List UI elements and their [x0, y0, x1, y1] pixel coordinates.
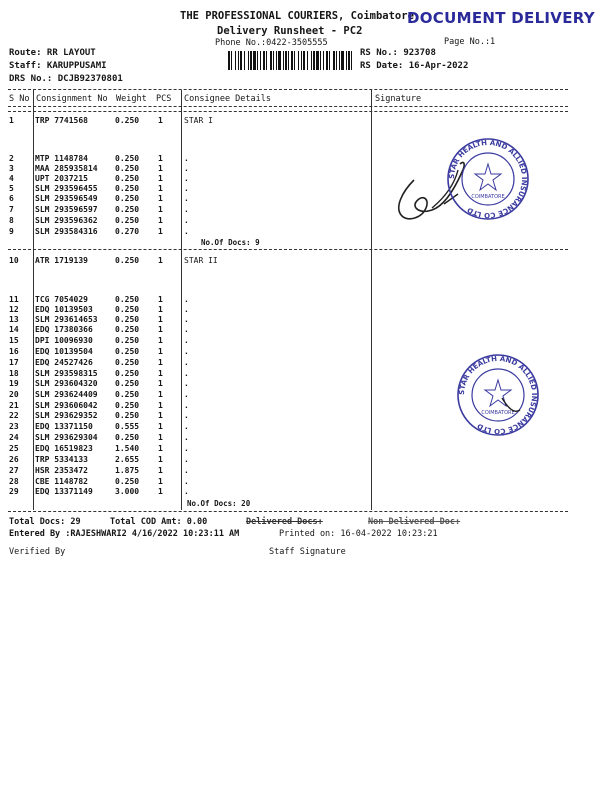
row-pcs: 1: [158, 379, 163, 388]
row-weight: 0.250: [115, 369, 140, 378]
row-detail: .: [184, 411, 189, 420]
row-sno: 17: [9, 358, 19, 367]
row-sno: 29: [9, 487, 19, 496]
table-top-rule: [8, 89, 568, 90]
table-row: [0, 487, 600, 497]
header-bottom-rule: [8, 106, 568, 107]
row-pcs: 1: [158, 390, 163, 399]
company-seal-upper: [440, 136, 536, 222]
row-weight: 0.250: [115, 216, 140, 225]
row-weight: 1.540: [115, 444, 140, 453]
row-consignment: HSR 2353472: [35, 466, 88, 475]
row-consignment: ATR 1719139: [35, 256, 88, 265]
row-detail: .: [184, 401, 189, 410]
rs-date: RS Date: 16-Apr-2022: [360, 61, 469, 71]
drs-number: DRS No.: DCJB92370801: [9, 74, 123, 84]
row-sno: 27: [9, 466, 19, 475]
row-detail: .: [184, 184, 189, 193]
row-sno: 11: [9, 295, 19, 304]
row-detail: .: [184, 325, 189, 334]
row-sno: 24: [9, 433, 19, 442]
table-row: [0, 325, 600, 335]
row-detail: .: [184, 154, 189, 163]
row-detail: .: [184, 369, 189, 378]
row-consignment: SLM 293624409: [35, 390, 98, 399]
row-weight: 0.250: [115, 295, 140, 304]
group-separator-rule: [8, 249, 568, 250]
row-consignment: EDQ 10139503: [35, 305, 93, 314]
row-weight: 0.250: [115, 390, 140, 399]
row-consignment: SLM 293614653: [35, 315, 98, 324]
row-consignment: SLM 293584316: [35, 227, 98, 236]
route-label: Route: RR LAYOUT: [9, 48, 96, 58]
barcode: [228, 51, 354, 70]
row-consignment: SLM 293596597: [35, 205, 98, 214]
table-row: [0, 315, 600, 325]
table-bottom-rule: [8, 511, 568, 512]
row-sno: 13: [9, 315, 19, 324]
row-pcs: 1: [158, 487, 163, 496]
row-pcs: 1: [158, 295, 163, 304]
row-sno: 23: [9, 422, 19, 431]
row-pcs: 1: [158, 401, 163, 410]
row-weight: 0.250: [115, 205, 140, 214]
row-weight: 0.250: [115, 401, 140, 410]
row-weight: 0.250: [115, 358, 140, 367]
row-pcs: 1: [158, 174, 163, 183]
row-detail: .: [184, 358, 189, 367]
row-sno: 5: [9, 184, 14, 193]
row-detail: .: [184, 390, 189, 399]
consignee-name: STAR I: [184, 116, 213, 125]
row-sno: 14: [9, 325, 19, 334]
printed-on: Printed on: 16-04-2022 10:23:21: [279, 529, 438, 539]
row-detail: .: [184, 295, 189, 304]
row-detail: .: [184, 347, 189, 356]
row-consignment: EDQ 10139504: [35, 347, 93, 356]
row-detail: .: [184, 487, 189, 496]
row-detail: .: [184, 227, 189, 236]
row-sno: 3: [9, 164, 14, 173]
row-sno: 7: [9, 205, 14, 214]
column-header-consignee: Consignee Details: [184, 94, 271, 104]
row-sno: 2: [9, 154, 14, 163]
svg-text:STAR HEALTH AND ALLIED INSURAN: STAR HEALTH AND ALLIED INSURANCE CO LTD: [457, 354, 539, 436]
column-header-consignment: Consignment No: [36, 94, 108, 104]
row-weight: 0.250: [115, 379, 140, 388]
svg-text:COIMBATORE: COIMBATORE: [471, 194, 505, 200]
row-pcs: 1: [158, 184, 163, 193]
row-sno: 12: [9, 305, 19, 314]
row-pcs: 1: [158, 305, 163, 314]
row-sno: 26: [9, 455, 19, 464]
row-weight: 0.250: [115, 347, 140, 356]
row-weight: 0.250: [115, 154, 140, 163]
row-sno: 4: [9, 174, 14, 183]
row-pcs: 1: [158, 455, 163, 464]
staff-label: Staff: KARUPPUSAMI: [9, 61, 107, 71]
row-detail: .: [184, 477, 189, 486]
total-docs: Total Docs: 29: [9, 517, 81, 527]
row-consignment: EDQ 16519823: [35, 444, 93, 453]
row-sno: 19: [9, 379, 19, 388]
row-pcs: 1: [158, 444, 163, 453]
row-weight: 0.250: [115, 411, 140, 420]
row-consignment: CBE 1148782: [35, 477, 88, 486]
table-row: [0, 444, 600, 454]
row-weight: 0.250: [115, 174, 140, 183]
row-weight: 0.250: [115, 164, 140, 173]
row-sno: 10: [9, 256, 19, 265]
row-pcs: 1: [158, 433, 163, 442]
row-detail: .: [184, 216, 189, 225]
row-pcs: 1: [158, 466, 163, 475]
row-detail: .: [184, 194, 189, 203]
row-consignment: DPI 10096930: [35, 336, 93, 345]
entered-by: Entered By :RAJESHWARI2 4/16/2022 10:23:11 AM: [9, 529, 240, 539]
row-weight: 0.270: [115, 227, 140, 236]
row-weight: 0.250: [115, 256, 140, 265]
row-detail: .: [184, 305, 189, 314]
row-consignment: MTP 1148784: [35, 154, 88, 163]
runsheet-title: Delivery Runsheet - PC2: [217, 25, 363, 37]
row-pcs: 1: [158, 358, 163, 367]
row-consignment: SLM 293596362: [35, 216, 98, 225]
row-sno: 1: [9, 116, 14, 125]
row-pcs: 1: [158, 164, 163, 173]
header-double-rule: [8, 111, 568, 112]
row-consignment: MAA 285935814: [35, 164, 98, 173]
table-row: [0, 116, 600, 126]
row-detail: .: [184, 455, 189, 464]
row-weight: 0.250: [115, 325, 140, 334]
row-consignment: EDQ 17380366: [35, 325, 93, 334]
row-consignment: EDQ 24527426: [35, 358, 93, 367]
row-pcs: 1: [158, 347, 163, 356]
row-detail: .: [184, 466, 189, 475]
row-sno: 25: [9, 444, 19, 453]
svg-text:COIMBATORE: COIMBATORE: [481, 410, 515, 416]
row-detail: .: [184, 164, 189, 173]
verified-by: Verified By: [9, 547, 66, 557]
row-sno: 8: [9, 216, 14, 225]
column-header-weight: Weight: [116, 94, 147, 104]
row-consignment: TRP 5334133: [35, 455, 88, 464]
row-weight: 0.250: [115, 116, 140, 125]
row-sno: 22: [9, 411, 19, 420]
row-pcs: 1: [158, 216, 163, 225]
row-consignment: EDQ 13371150: [35, 422, 93, 431]
row-weight: 0.250: [115, 305, 140, 314]
row-sno: 28: [9, 477, 19, 486]
row-detail: .: [184, 444, 189, 453]
row-sno: 18: [9, 369, 19, 378]
row-consignment: SLM 293604320: [35, 379, 98, 388]
row-weight: 0.250: [115, 315, 140, 324]
row-pcs: 1: [158, 116, 163, 125]
group-doc-count: No.Of Docs: 9: [201, 238, 260, 247]
row-sno: 21: [9, 401, 19, 410]
table-row: [0, 466, 600, 476]
delivered-docs: Delivered Docs:: [246, 517, 323, 527]
column-header-sno: S No: [9, 94, 30, 104]
column-header-signature: Signature: [375, 94, 422, 104]
table-row: [0, 256, 600, 266]
rs-number: RS No.: 923708: [360, 48, 436, 58]
row-weight: 0.555: [115, 422, 140, 431]
non-delivered-docs: Non Delivered Doc:: [368, 517, 461, 527]
row-consignment: SLM 293598315: [35, 369, 98, 378]
column-header-pcs: PCS: [156, 94, 172, 104]
row-consignment: SLM 293606042: [35, 401, 98, 410]
row-weight: 0.250: [115, 184, 140, 193]
company-name: THE PROFESSIONAL COURIERS, Coimbatore: [180, 10, 414, 22]
row-weight: 1.875: [115, 466, 140, 475]
row-consignment: UPT 2037215: [35, 174, 88, 183]
row-weight: 0.250: [115, 477, 140, 486]
row-pcs: 1: [158, 369, 163, 378]
row-consignment: TRP 7741568: [35, 116, 88, 125]
row-weight: 0.250: [115, 433, 140, 442]
consignee-name: STAR II: [184, 256, 218, 265]
table-row: [0, 477, 600, 487]
row-pcs: 1: [158, 256, 163, 265]
row-consignment: SLM 293629304: [35, 433, 98, 442]
row-weight: 0.250: [115, 194, 140, 203]
row-consignment: TCG 7054029: [35, 295, 88, 304]
row-pcs: 1: [158, 194, 163, 203]
group-doc-count: No.Of Docs: 20: [187, 499, 251, 508]
row-detail: .: [184, 379, 189, 388]
table-row: [0, 336, 600, 346]
row-detail: .: [184, 315, 189, 324]
row-detail: .: [184, 433, 189, 442]
page-number: Page No.:1: [444, 37, 496, 47]
total-cod-amount: Total COD Amt: 0.00: [110, 517, 208, 527]
row-pcs: 1: [158, 477, 163, 486]
document-delivery-stamp: DOCUMENT DELIVERY: [407, 9, 595, 27]
row-weight: 3.000: [115, 487, 140, 496]
row-consignment: EDQ 13371149: [35, 487, 93, 496]
row-pcs: 1: [158, 325, 163, 334]
phone-number: Phone No.:0422-3505555: [215, 38, 328, 48]
row-sno: 6: [9, 194, 14, 203]
row-pcs: 1: [158, 422, 163, 431]
row-detail: .: [184, 336, 189, 345]
row-weight: 2.655: [115, 455, 140, 464]
row-weight: 0.250: [115, 336, 140, 345]
table-row: [0, 295, 600, 305]
company-seal-lower: [450, 352, 546, 438]
row-pcs: 1: [158, 411, 163, 420]
row-pcs: 1: [158, 205, 163, 214]
svg-text:STAR HEALTH AND ALLIED INSURAN: STAR HEALTH AND ALLIED INSURANCE CO LTD: [447, 138, 529, 220]
row-detail: .: [184, 422, 189, 431]
table-row: [0, 455, 600, 465]
row-sno: 20: [9, 390, 19, 399]
row-detail: .: [184, 174, 189, 183]
staff-signature-label: Staff Signature: [269, 547, 346, 557]
table-row: [0, 305, 600, 315]
table-row: [0, 227, 600, 237]
row-pcs: 1: [158, 315, 163, 324]
row-pcs: 1: [158, 154, 163, 163]
row-pcs: 1: [158, 336, 163, 345]
row-consignment: SLM 293596549: [35, 194, 98, 203]
row-consignment: SLM 293629352: [35, 411, 98, 420]
row-sno: 15: [9, 336, 19, 345]
row-sno: 9: [9, 227, 14, 236]
row-sno: 16: [9, 347, 19, 356]
row-consignment: SLM 293596455: [35, 184, 98, 193]
row-pcs: 1: [158, 227, 163, 236]
row-detail: .: [184, 205, 189, 214]
